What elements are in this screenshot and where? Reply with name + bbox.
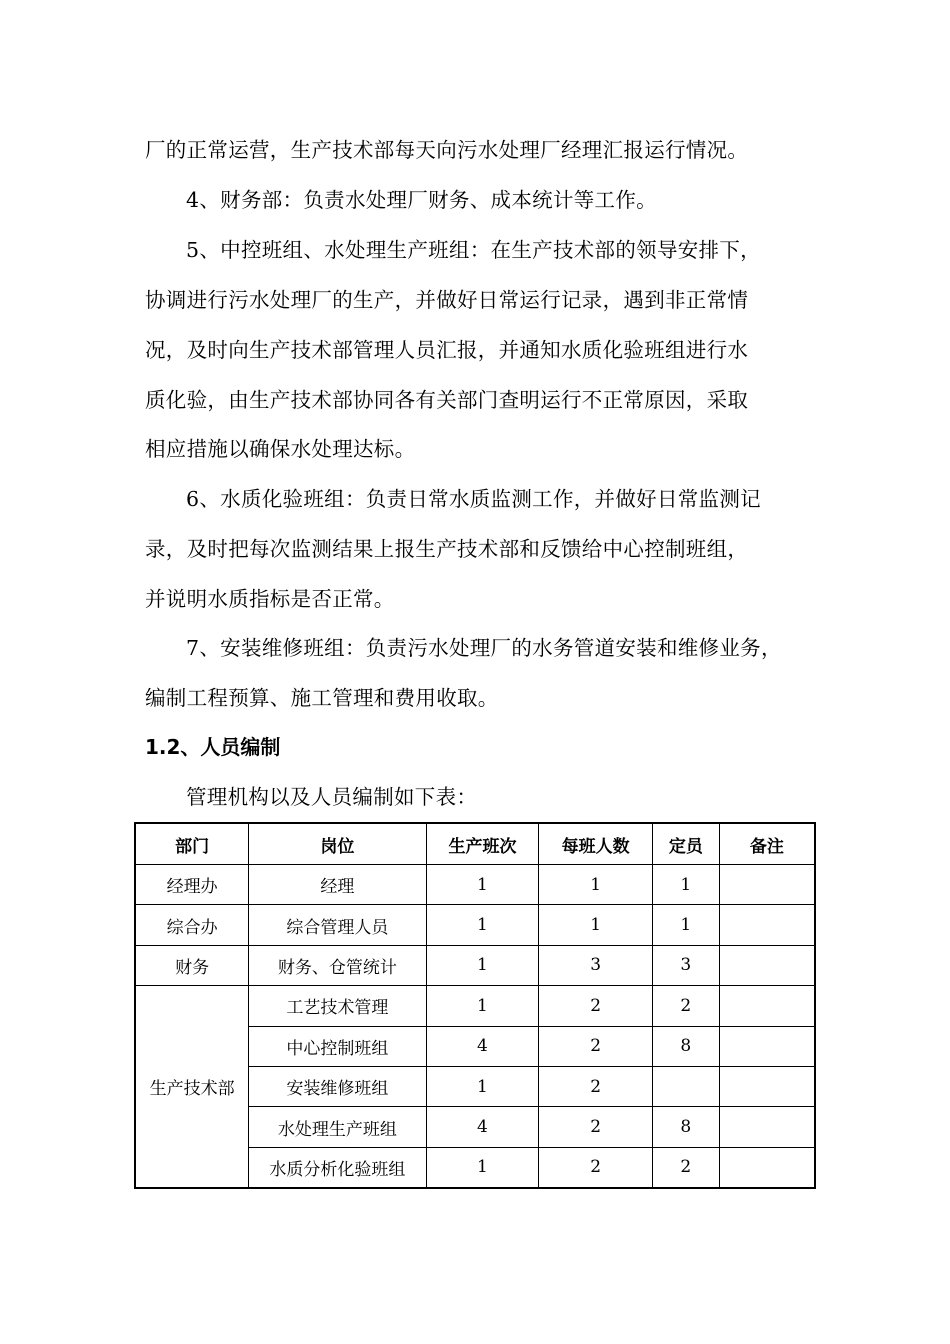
cell-note: [719, 1026, 815, 1066]
cell-shifts: 4: [426, 1026, 539, 1066]
cell-shifts: 1: [426, 1147, 539, 1188]
cell-quota: 3: [652, 945, 719, 985]
paragraph-line: 况，及时向生产技术部管理人员汇报，并通知水质化验班组进行水: [145, 338, 749, 362]
cell-per-shift: 3: [539, 945, 653, 985]
cell-shifts: 4: [426, 1107, 539, 1147]
cell-quota: [652, 1066, 719, 1106]
cell-note: [719, 986, 815, 1026]
cell-shifts: 1: [426, 945, 539, 985]
paragraph-line: 协调进行污水处理厂的生产，并做好日常运行记录，遇到非正常情: [145, 288, 749, 312]
cell-shifts: 1: [426, 865, 539, 905]
paragraph-line: 编制工程预算、施工管理和费用收取。: [145, 686, 499, 710]
cell-per-shift: 2: [539, 1147, 653, 1188]
cell-note: [719, 1107, 815, 1147]
cell-per-shift: 2: [539, 1066, 653, 1106]
cell-post: 工艺技术管理: [249, 986, 426, 1026]
cell-shifts: 1: [426, 1066, 539, 1106]
cell-note: [719, 905, 815, 945]
cell-per-shift: 2: [539, 1107, 653, 1147]
cell-dept: 财务: [135, 945, 249, 985]
cell-post: 财务、仓管统计: [249, 945, 426, 985]
cell-per-shift: 1: [539, 865, 653, 905]
cell-dept: 经理办: [135, 865, 249, 905]
cell-note: [719, 1066, 815, 1106]
header-dept: 部门: [135, 823, 249, 865]
cell-quota: 8: [652, 1107, 719, 1147]
cell-note: [719, 945, 815, 985]
paragraph-line: 质化验，由生产技术部协同各有关部门查明运行不正常原因，采取: [145, 388, 749, 412]
paragraph-line: 厂的正常运营，生产技术部每天向污水处理厂经理汇报运行情况。: [145, 138, 749, 162]
cell-dept: 生产技术部: [135, 986, 249, 1188]
header-quota: 定员: [652, 823, 719, 865]
cell-per-shift: 2: [539, 986, 653, 1026]
cell-shifts: 1: [426, 986, 539, 1026]
header-per-shift: 每班人数: [539, 823, 653, 865]
cell-post: 经理: [249, 865, 426, 905]
paragraph-line: 相应措施以确保水处理达标。: [145, 437, 416, 461]
paragraph-line: 6、水质化验班组：负责日常水质监测工作，并做好日常监测记: [186, 487, 761, 511]
cell-post: 中心控制班组: [249, 1026, 426, 1066]
cell-quota: 1: [652, 905, 719, 945]
cell-per-shift: 1: [539, 905, 653, 945]
cell-quota: 2: [652, 1147, 719, 1188]
cell-note: [719, 865, 815, 905]
cell-dept: 综合办: [135, 905, 249, 945]
paragraph-line: 5、中控班组、水处理生产班组：在生产技术部的领导安排下，: [186, 238, 761, 262]
table-header-row: [135, 823, 815, 865]
paragraph-line: 4、财务部：负责水处理厂财务、成本统计等工作。: [186, 188, 657, 212]
cell-post: 水质分析化验班组: [249, 1147, 426, 1188]
header-post: 岗位: [249, 823, 426, 865]
header-shifts: 生产班次: [426, 823, 539, 865]
cell-shifts: 1: [426, 905, 539, 945]
cell-quota: 8: [652, 1026, 719, 1066]
table-row: [135, 865, 815, 905]
staffing-table: [134, 822, 816, 1189]
table-row: [135, 986, 815, 1026]
cell-post: 综合管理人员: [249, 905, 426, 945]
table-row: [135, 945, 815, 985]
cell-per-shift: 2: [539, 1026, 653, 1066]
table-row: [135, 905, 815, 945]
cell-quota: 2: [652, 986, 719, 1026]
paragraph-line: 7、安装维修班组：负责污水处理厂的水务管道安装和维修业务，: [186, 636, 782, 660]
cell-post: 安装维修班组: [249, 1066, 426, 1106]
section-heading: 1.2、人员编制: [145, 735, 281, 759]
cell-note: [719, 1147, 815, 1188]
cell-post: 水处理生产班组: [249, 1107, 426, 1147]
table-intro: 管理机构以及人员编制如下表：: [186, 785, 478, 809]
paragraph-line: 并说明水质指标是否正常。: [145, 587, 395, 611]
paragraph-line: 录，及时把每次监测结果上报生产技术部和反馈给中心控制班组，: [145, 537, 749, 561]
header-note: 备注: [719, 823, 815, 865]
cell-quota: 1: [652, 865, 719, 905]
